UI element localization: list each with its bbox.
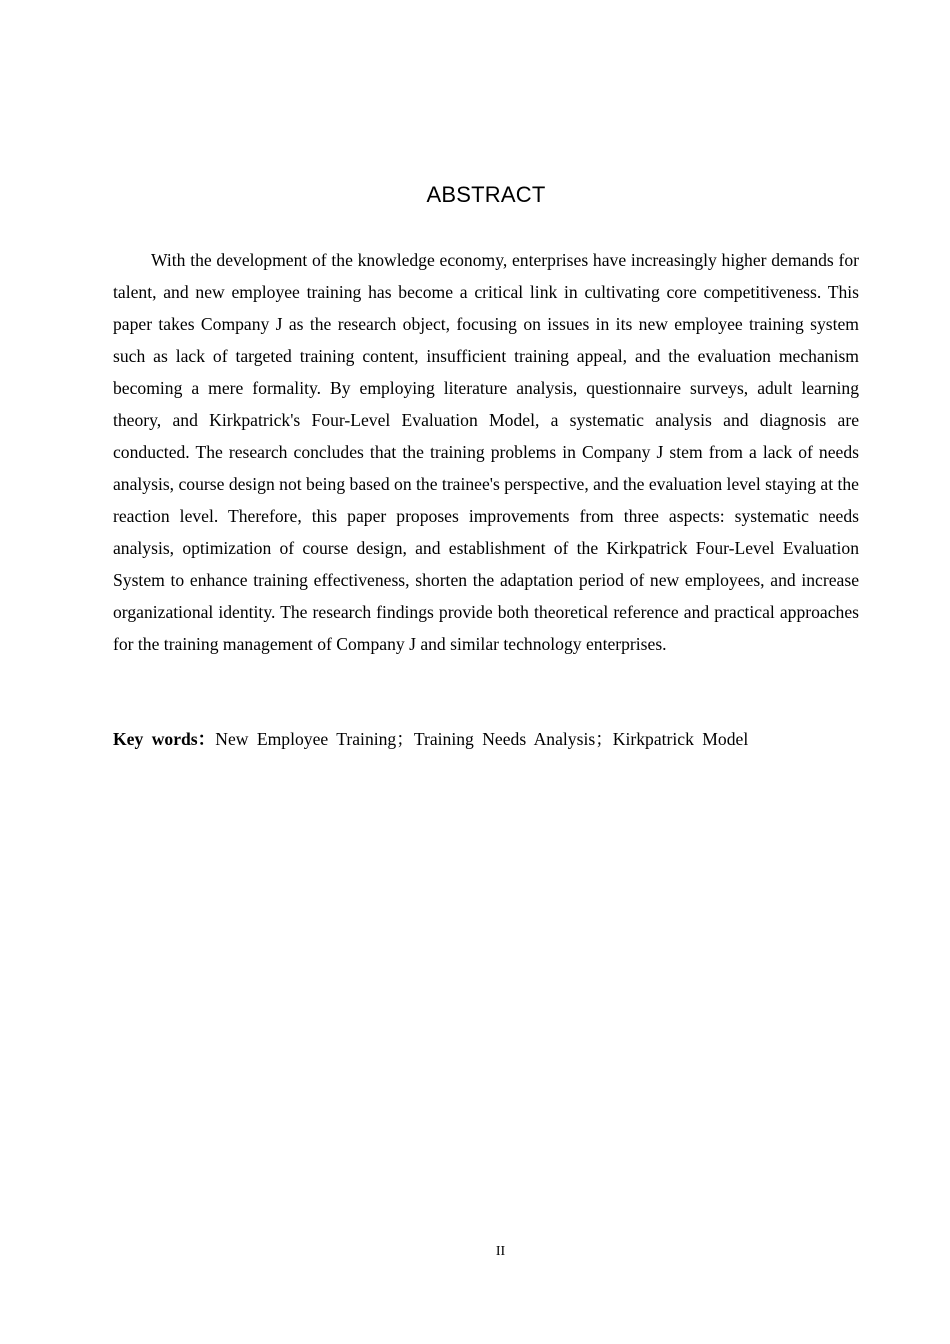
keyword-item: Kirkpatrick Model xyxy=(612,729,749,749)
keyword-separator: ； xyxy=(595,729,613,749)
keyword-separator: ； xyxy=(396,729,414,749)
page-number: II xyxy=(495,1244,506,1259)
keywords-label: Key words： xyxy=(113,729,216,749)
keywords-line xyxy=(113,723,859,755)
keyword-item: Training Needs Analysis xyxy=(413,729,596,749)
abstract-title: ABSTRACT xyxy=(426,182,546,207)
keyword-item: New Employee Training xyxy=(215,729,397,749)
abstract-paragraph: With the development of the knowledge economy, enterprises have increasingly higher demands for talent, and new employee training has become a critical link in cultivating core competitiveness. This paper takes Company J as the research object, focusing on issues in its new employee training system such as lack of targeted training content, insufficient training appeal, and the evaluation mechanism becoming a mere formality. By employing literature analysis, questionnaire surveys, adult learning theory, and Kirkpatrick's Four-Level Evaluation Model, a systematic analysis and diagnosis are conducted. The research concludes that the training problems in Company J stem from a lack of needs analysis, course design not being based on the trainee's perspective, and the evaluation level staying at the reaction level. Therefore, this paper proposes improvements from three aspects: systematic needs analysis, optimization of course design, and establishment of the Kirkpatrick Four-Level Evaluation System to enhance training effectiveness, shorten the adaptation period of new employees, and increase organizational identity. The research findings provide both theoretical reference and practical approaches for the training management of Company J and similar technology enterprises. xyxy=(113,250,859,654)
